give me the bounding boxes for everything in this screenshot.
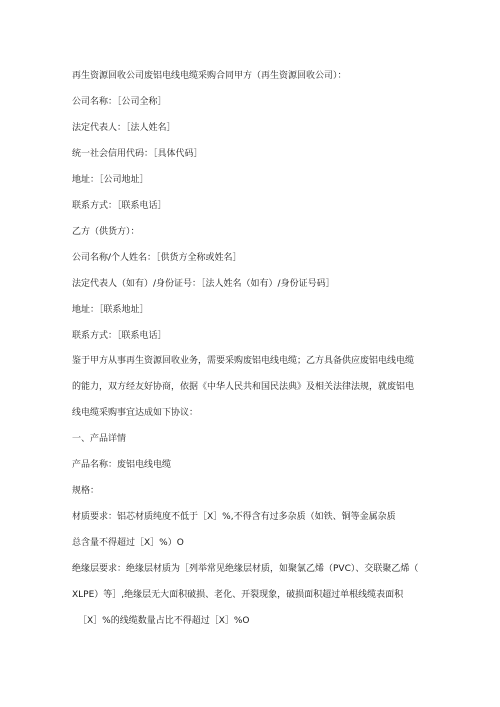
preamble-line-1: 鉴于甲方从事再生资源回收业务，需要采购废铝电线电缆；乙方具备供应废铝电线电缆 [72,356,415,366]
material-requirement-line-2: 总含量不得超过［X］%）O [72,538,184,548]
party-a-legal-representative: 法定代表人：［法人姓名］ [72,123,176,133]
party-b-heading: 乙方（供货方）： [72,227,140,237]
product-name: 产品名称：废铝电线电缆 [72,460,172,470]
party-a-credit-code: 统一社会信用代码：［具体代码］ [72,149,203,159]
party-a-contact: 联系方式：［联系电话］ [72,201,167,211]
party-b-legal-representative-id: 法定代表人（如有）/身份证号：［法人姓名（如有）/身份证号码］ [72,279,335,289]
party-a-address: 地址：［公司地址］ [72,175,149,185]
party-b-address: 地址：［联系地址］ [72,305,149,315]
party-b-contact: 联系方式：［联系电话］ [72,331,167,341]
section-heading-product-details: 一、产品详情 [72,434,127,444]
preamble-line-2: 的能力，双方经友好协商，依据《中华人民共和国民法典》及相关法律法规，就废铝电 [72,382,415,392]
insulation-requirement-line-1: 绝缘层要求：绝缘层材质为［列举常见绝缘层材质，如聚氯乙烯（PVC）、交联聚乙烯（ [72,564,419,574]
party-a-company-name: 公司名称：［公司全称］ [72,97,167,107]
insulation-requirement-line-3: ［X］%的线缆数量占比不得超过［X］%O [78,616,250,626]
contract-title-party-a-heading: 再生资源回收公司废铝电线电缆采购合同甲方（再生资源回收公司）： [72,71,347,81]
party-b-name: 公司名称/个人姓名：［供货方全称或姓名］ [72,253,242,263]
material-requirement-line-1: 材质要求：铝芯材质纯度不低于［X］%,不得含有过多杂质（如铁、铜等金属杂质 [72,512,396,522]
insulation-requirement-line-2: XLPE）等］,绝缘层无大面积破损、老化、开裂现象，破损面积超过单根线缆表面积 [72,590,404,600]
specification-label: 规格： [72,486,100,496]
preamble-line-3: 线电缆采购事宜达成如下协议： [72,408,199,418]
